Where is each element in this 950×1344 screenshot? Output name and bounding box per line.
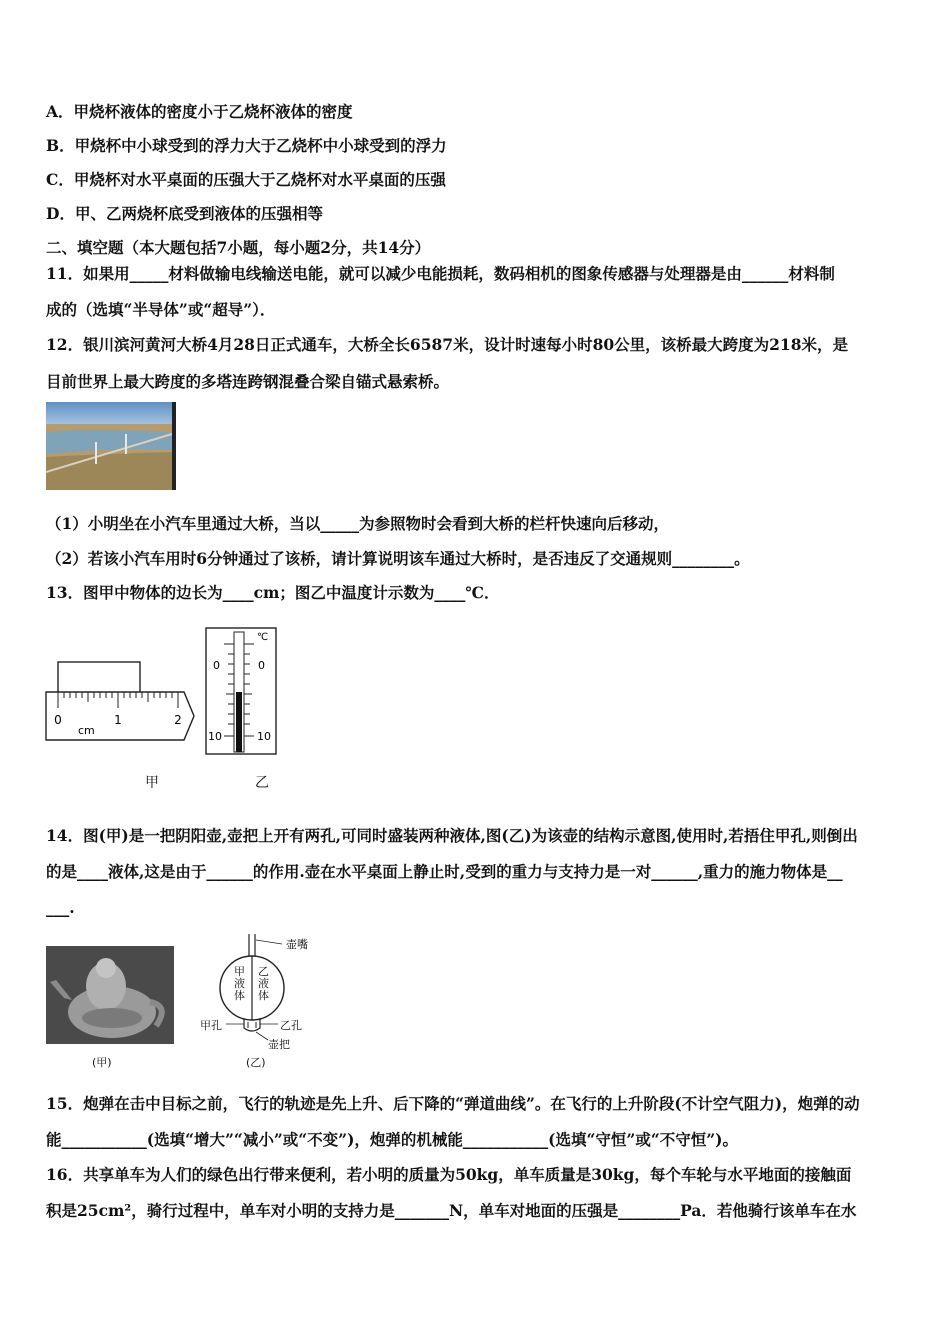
measured-block xyxy=(58,662,140,694)
option-d: D．甲、乙两烧杯底受到液体的压强相等 xyxy=(46,204,323,223)
label-handle: 壶把 xyxy=(268,1038,290,1051)
ruler-figure xyxy=(44,660,204,746)
ruler-unit: cm xyxy=(78,724,95,737)
label-liquid-b: 乙液体 xyxy=(258,965,269,1002)
label-hole-a: 甲孔 xyxy=(200,1019,222,1032)
q12-line1: 12．银川滨河黄河大桥4月28日正式通车，大桥全长6587米，设计时速每小时80公里，该桥最大跨度为218米，是 xyxy=(46,335,848,354)
q16-line2: 积是25cm²，骑行过程中，单车对小明的支持力是_______N，单车对地面的压强是________Pa．若他骑行该单车在水 xyxy=(46,1201,857,1220)
caption-jia-14: (甲) xyxy=(92,1056,112,1069)
q15-line1: 15．炮弹在击中目标之前，飞行的轨迹是先上升、后下降的“弹道曲线”。在飞行的上升阶段(不计空气阻力)，炮弹的动 xyxy=(46,1094,860,1113)
caption-yi-14: (乙) xyxy=(246,1056,266,1069)
option-b: B．甲烧杯中小球受到的浮力大于乙烧杯中小球受到的浮力 xyxy=(46,136,447,155)
q14-line1: 14．图(甲)是一把阴阳壶,壶把上开有两孔,可同时盛装两种液体,图(乙)为该壶的结构示意图,使用时,若捂住甲孔,则倒出 xyxy=(46,826,858,845)
ruler-tick-1: 1 xyxy=(114,713,122,727)
q16-line1: 16．共享单车为人们的绿色出行带来便利，若小明的质量为50kg，单车质量是30kg，每个车轮与水平地面的接触面 xyxy=(46,1165,852,1184)
caption-yi-13: 乙 xyxy=(255,775,269,791)
thermo-tick-right-0: 0 xyxy=(258,659,265,672)
thermometer-column xyxy=(236,692,242,752)
ruler-tick-2: 2 xyxy=(174,713,182,727)
q13-line1: 13．图甲中物体的边长为____cm；图乙中温度计示数为____℃． xyxy=(46,583,500,602)
bridge-photo xyxy=(46,402,176,494)
thermometer-figure xyxy=(205,624,281,760)
thermo-tick-left-10: 10 xyxy=(208,730,222,743)
thermo-tick-right-10: 10 xyxy=(257,730,271,743)
q14-line3: ___. xyxy=(46,898,75,917)
option-c: C．甲烧杯对水平桌面的压强大于乙烧杯对水平桌面的压强 xyxy=(46,170,446,189)
label-liquid-a: 甲液体 xyxy=(234,965,245,1002)
thermo-unit: ℃ xyxy=(257,632,269,643)
q12-sub2: （2）若该小汽车用时6分钟通过了该桥，请计算说明该车通过大桥时，是否违反了交通规则________。 xyxy=(46,549,750,568)
q12-sub1: （1）小明坐在小汽车里通过大桥，当以_____为参照物时会看到大桥的栏杆快速向后移动， xyxy=(46,514,670,533)
label-hole-b: 乙孔 xyxy=(280,1019,302,1032)
caption-jia-13: 甲 xyxy=(145,775,159,791)
q11-line2: 成的（选填“半导体”或“超导”）． xyxy=(46,300,276,319)
teapot-diagram xyxy=(196,930,316,1054)
option-a: A．甲烧杯液体的密度小于乙烧杯液体的密度 xyxy=(46,102,353,121)
ruler-tick-0: 0 xyxy=(54,713,62,727)
section-title: 二、填空题（本大题包括7小题，每小题2分，共14分） xyxy=(46,238,431,257)
q11-line1: 11．如果用_____材料做输电线输送电能，就可以减少电能损耗，数码相机的图象传感器与处理器是由______材料制 xyxy=(46,264,835,283)
q12-line2: 目前世界上最大跨度的多塔连跨钢混叠合梁自锚式悬索桥。 xyxy=(46,372,450,391)
teapot-photo xyxy=(46,946,174,1048)
q15-line2: 能___________(选填“增大”“减小”或“不变”)，炮弹的机械能___________(选填“守恒”或“不守恒”)。 xyxy=(46,1130,738,1149)
q14-line2: 的是____液体,这是由于______的作用.壶在水平桌面上静止时,受到的重力与支持力是一对______,重力的施力物体是__ xyxy=(46,862,843,881)
label-spout: 壶嘴 xyxy=(286,938,308,951)
thermo-tick-left-0: 0 xyxy=(213,659,220,672)
